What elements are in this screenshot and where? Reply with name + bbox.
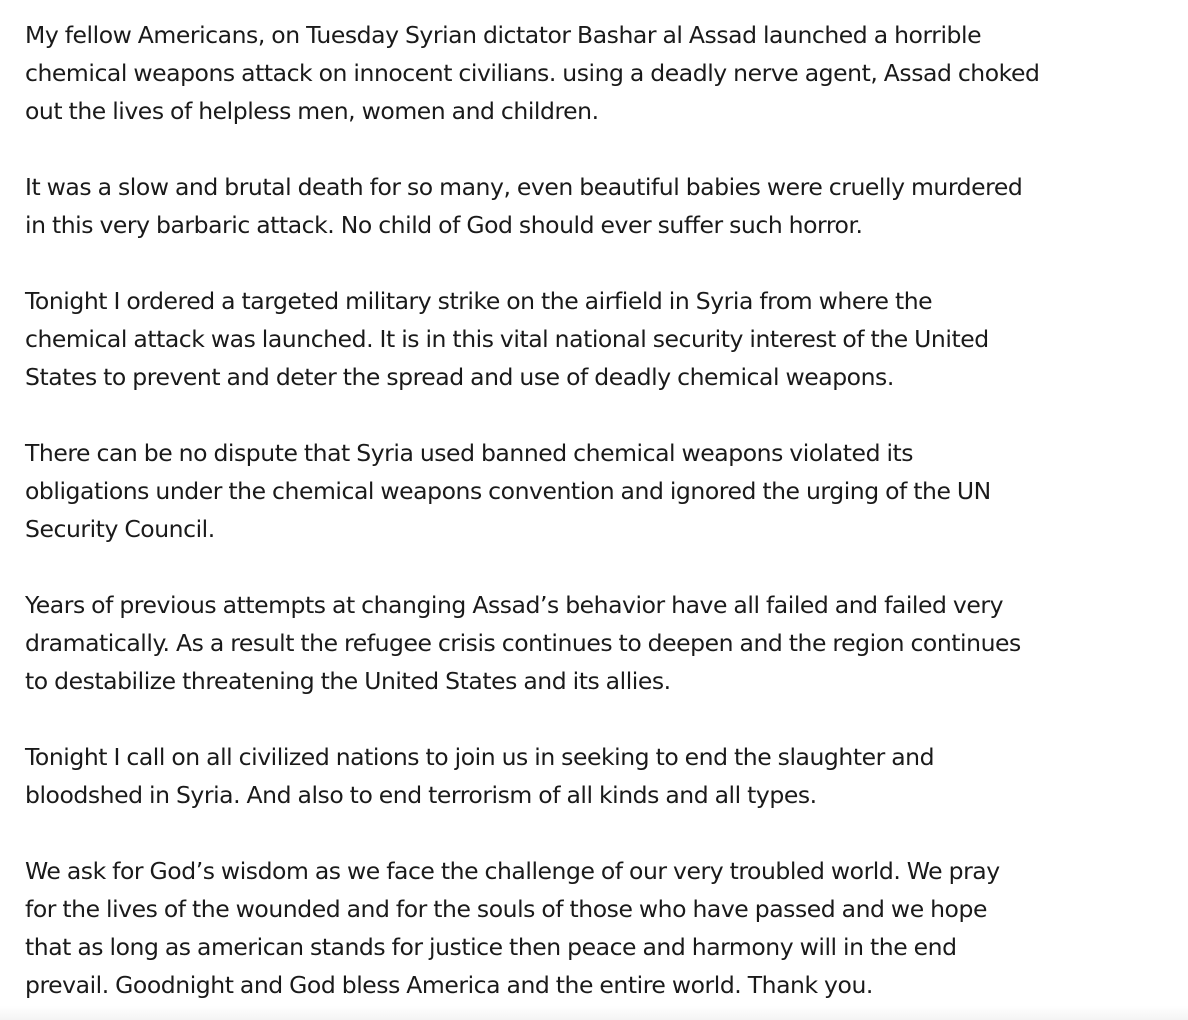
text-line: out the lives of helpless men, women and children. [25, 97, 599, 125]
text-line: chemical weapons attack on innocent civilians. using a deadly nerve agent, Assad choked [25, 59, 1040, 87]
paragraph-6 [25, 738, 1175, 814]
text-line: chemical attack was launched. It is in this vital national security interest of the United [25, 325, 989, 353]
paragraph-2 [25, 168, 1175, 244]
paragraph-7 [25, 852, 1175, 1004]
text-line: We ask for God’s wisdom as we face the challenge of our very troubled world. We pray [25, 857, 1000, 885]
text-line: Years of previous attempts at changing Assad’s behavior have all failed and failed very [25, 591, 1004, 619]
text-line: Tonight I ordered a targeted military strike on the airfield in Syria from where the [25, 287, 933, 315]
text-line: in this very barbaric attack. No child of God should ever suffer such horror. [25, 211, 863, 239]
text-line: for the lives of the wounded and for the souls of those who have passed and we hope [25, 895, 987, 923]
bottom-edge-shade [0, 1006, 1188, 1020]
text-line: Tonight I call on all civilized nations to join us in seeking to end the slaughter and [25, 743, 935, 771]
text-line: It was a slow and brutal death for so many, even beautiful babies were cruelly murdered [25, 173, 1023, 201]
text-line: that as long as american stands for justice then peace and harmony will in the end [25, 933, 957, 961]
text-line: States to prevent and deter the spread and use of deadly chemical weapons. [25, 363, 894, 391]
text-line: dramatically. As a result the refugee crisis continues to deepen and the region continues [25, 629, 1021, 657]
paragraph-1 [25, 16, 1175, 130]
text-line: Security Council. [25, 515, 215, 543]
text-line: There can be no dispute that Syria used banned chemical weapons violated its [25, 439, 914, 467]
text-line: obligations under the chemical weapons convention and ignored the urging of the UN [25, 477, 991, 505]
paragraph-4 [25, 434, 1175, 548]
text-line: bloodshed in Syria. And also to end terrorism of all kinds and all types. [25, 781, 817, 809]
statement-text [25, 16, 1175, 1004]
paragraph-3 [25, 282, 1175, 396]
text-line: prevail. Goodnight and God bless America and the entire world. Thank you. [25, 971, 873, 999]
paragraph-5 [25, 586, 1175, 700]
text-line: to destabilize threatening the United States and its allies. [25, 667, 671, 695]
text-line: My fellow Americans, on Tuesday Syrian dictator Bashar al Assad launched a horrible [25, 21, 982, 49]
